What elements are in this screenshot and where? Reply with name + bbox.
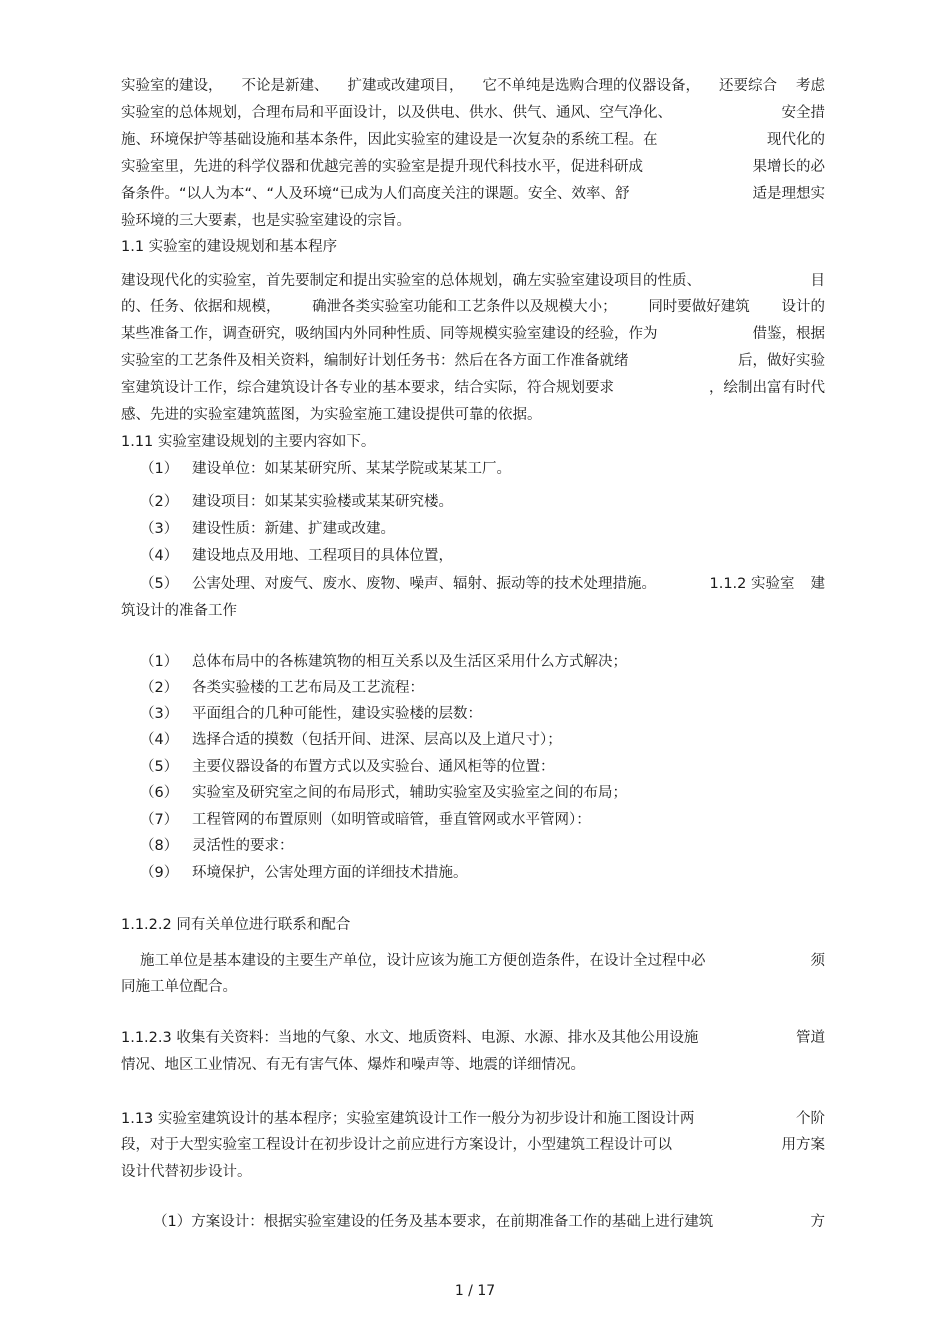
prep-item-5: （5） 主要仪器设备的布置方式以及实验台、通风柜等的位置： [140,759,555,775]
plan-line-5: 室建筑设计工作，综合建筑设计各专业的基本要求，结合实际，符合规划要求 ，绘制出富有时代 [121,380,825,396]
intro-line-5: 备条件。“以人为本“、“人及环境“已成为人们高度关注的课题。安全、效率、舒 适是理想实 [121,186,825,202]
p-1122-line-1: 施工单位是基本建设的主要生产单位，设计应该为施工方便创造条件，在设计全过程中必 须 [140,953,825,969]
intro-line-1: 实验室的建设， 不论是新建、 扩建或改建项目， 它不单纯是选购合理的仪器设备， 还要综合 考虑 [121,78,825,94]
section-heading-1-1: 1.1 实验室的建设规划和基本程序 [121,239,338,255]
plan-line-2: 的、任务、依据和规模， 确泄各类实验室功能和工艺条件以及规模大小； 同时要做好建筑 设计的 [121,299,825,315]
prep-item-1: （1） 总体布局中的各栋建筑物的相互关系以及生活区采用什么方式解决； [140,654,627,670]
p-113-line-3: 设计代替初步设计。 [121,1164,252,1180]
section-heading-1-1-2-2: 1.1.2.2 同有关单位进行联系和配合 [121,917,351,933]
prep-heading: 筑设计的准备工作 [121,603,237,619]
prep-item-6: （6） 实验室及研究室之间的布局形式，辅助实验室及实验室之间的布局； [140,785,627,801]
p-1123-line-1: 1.1.2.3 收集有关资料：当地的气象、水文、地质资料、电源、水源、排水及其他公用设施 管道 [121,1030,825,1046]
prep-item-2: （2） 各类实验楼的工艺布局及工艺流程： [140,680,424,696]
prep-item-4: （4） 选择合适的摸数（包括开间、进深、层高以及上道尺寸）； [140,732,562,748]
prep-item-3: （3） 平面组合的几种可能性，建设实验楼的层数： [140,706,482,722]
plan-item-2: （2） 建设项目：如某某实验楼或某某研究楼。 [140,494,453,510]
intro-line-3: 施、环境保护等基础设施和基本条件，因此实验室的建设是一次复杂的系统工程。在 现代化的 [121,132,825,148]
plan-item-4: （4） 建设地点及用地、工程项目的具体位置， [140,548,453,564]
prep-item-7: （7） 工程管网的布置原则（如明管或暗管，垂直管网或水平管网）： [140,812,591,828]
plan-line-3: 某些准备工作，调查研究，吸纳国内外同种性质、同等规模实验室建设的经验，作为 借鉴，根据 [121,326,825,342]
plan-line-6: 感、先进的实验室建筑蓝图，为实验室施工建设提供可靠的依据。 [121,407,542,423]
section-heading-1-11: 1.11 实验室建设规划的主要内容如下。 [121,434,376,450]
plan-item-5: （5） 公害处理、对废气、废水、废物、噪声、辐射、振动等的技术处理措施。 1.1.2 实验室 建 [140,576,825,592]
p-113-line-1: 1.13 实验室建筑设计的基本程序；实验室建筑设计工作一般分为初步设计和施工图设计两 个阶 [121,1111,825,1127]
prep-item-8: （8） 灵活性的要求： [140,838,294,854]
plan-item-1: （1） 建设单位：如某某研究所、某某学院或某某工厂。 [140,461,511,477]
plan-line-4: 实验室的工艺条件及相关资料，编制好计划任务书：然后在各方面工作准备就绪 后，做好实验 [121,353,825,369]
plan-item-3: （3） 建设性质：新建、扩建或改建。 [140,521,395,537]
p-1122-line-2: 同施工单位配合。 [121,979,237,995]
scheme-design-line: （1）方案设计：根据实验室建设的任务及基本要求，在前期准备工作的基础上进行建筑 方 [153,1214,825,1230]
intro-line-4: 实验室里，先进的科学仪器和优越完善的实验室是提升现代科技水平，促进科研成 果增长的必 [121,159,825,175]
page-number: 1 / 17 [454,1283,496,1299]
p-1123-line-2: 情况、地区工业情况、有无有害气体、爆炸和噪声等、地震的详细情况。 [121,1057,585,1073]
plan-line-1: 建设现代化的实验室，首先要制定和提出实验室的总体规划，确左实验室建设项目的性质、 目 [121,273,825,289]
intro-line-6: 验环境的三大要素，也是实验室建设的宗旨。 [121,213,411,229]
intro-line-2: 实验室的总体规划，合理布局和平面设计，以及供电、供水、供气、通风、空气净化、 安全措 [121,105,825,121]
p-113-line-2: 段，对于大型实验室工程设计在初步设计之前应进行方案设计，小型建筑工程设计可以 用方案 [121,1137,825,1153]
prep-item-9: （9） 环境保护，公害处理方面的详细技术措施。 [140,865,468,881]
